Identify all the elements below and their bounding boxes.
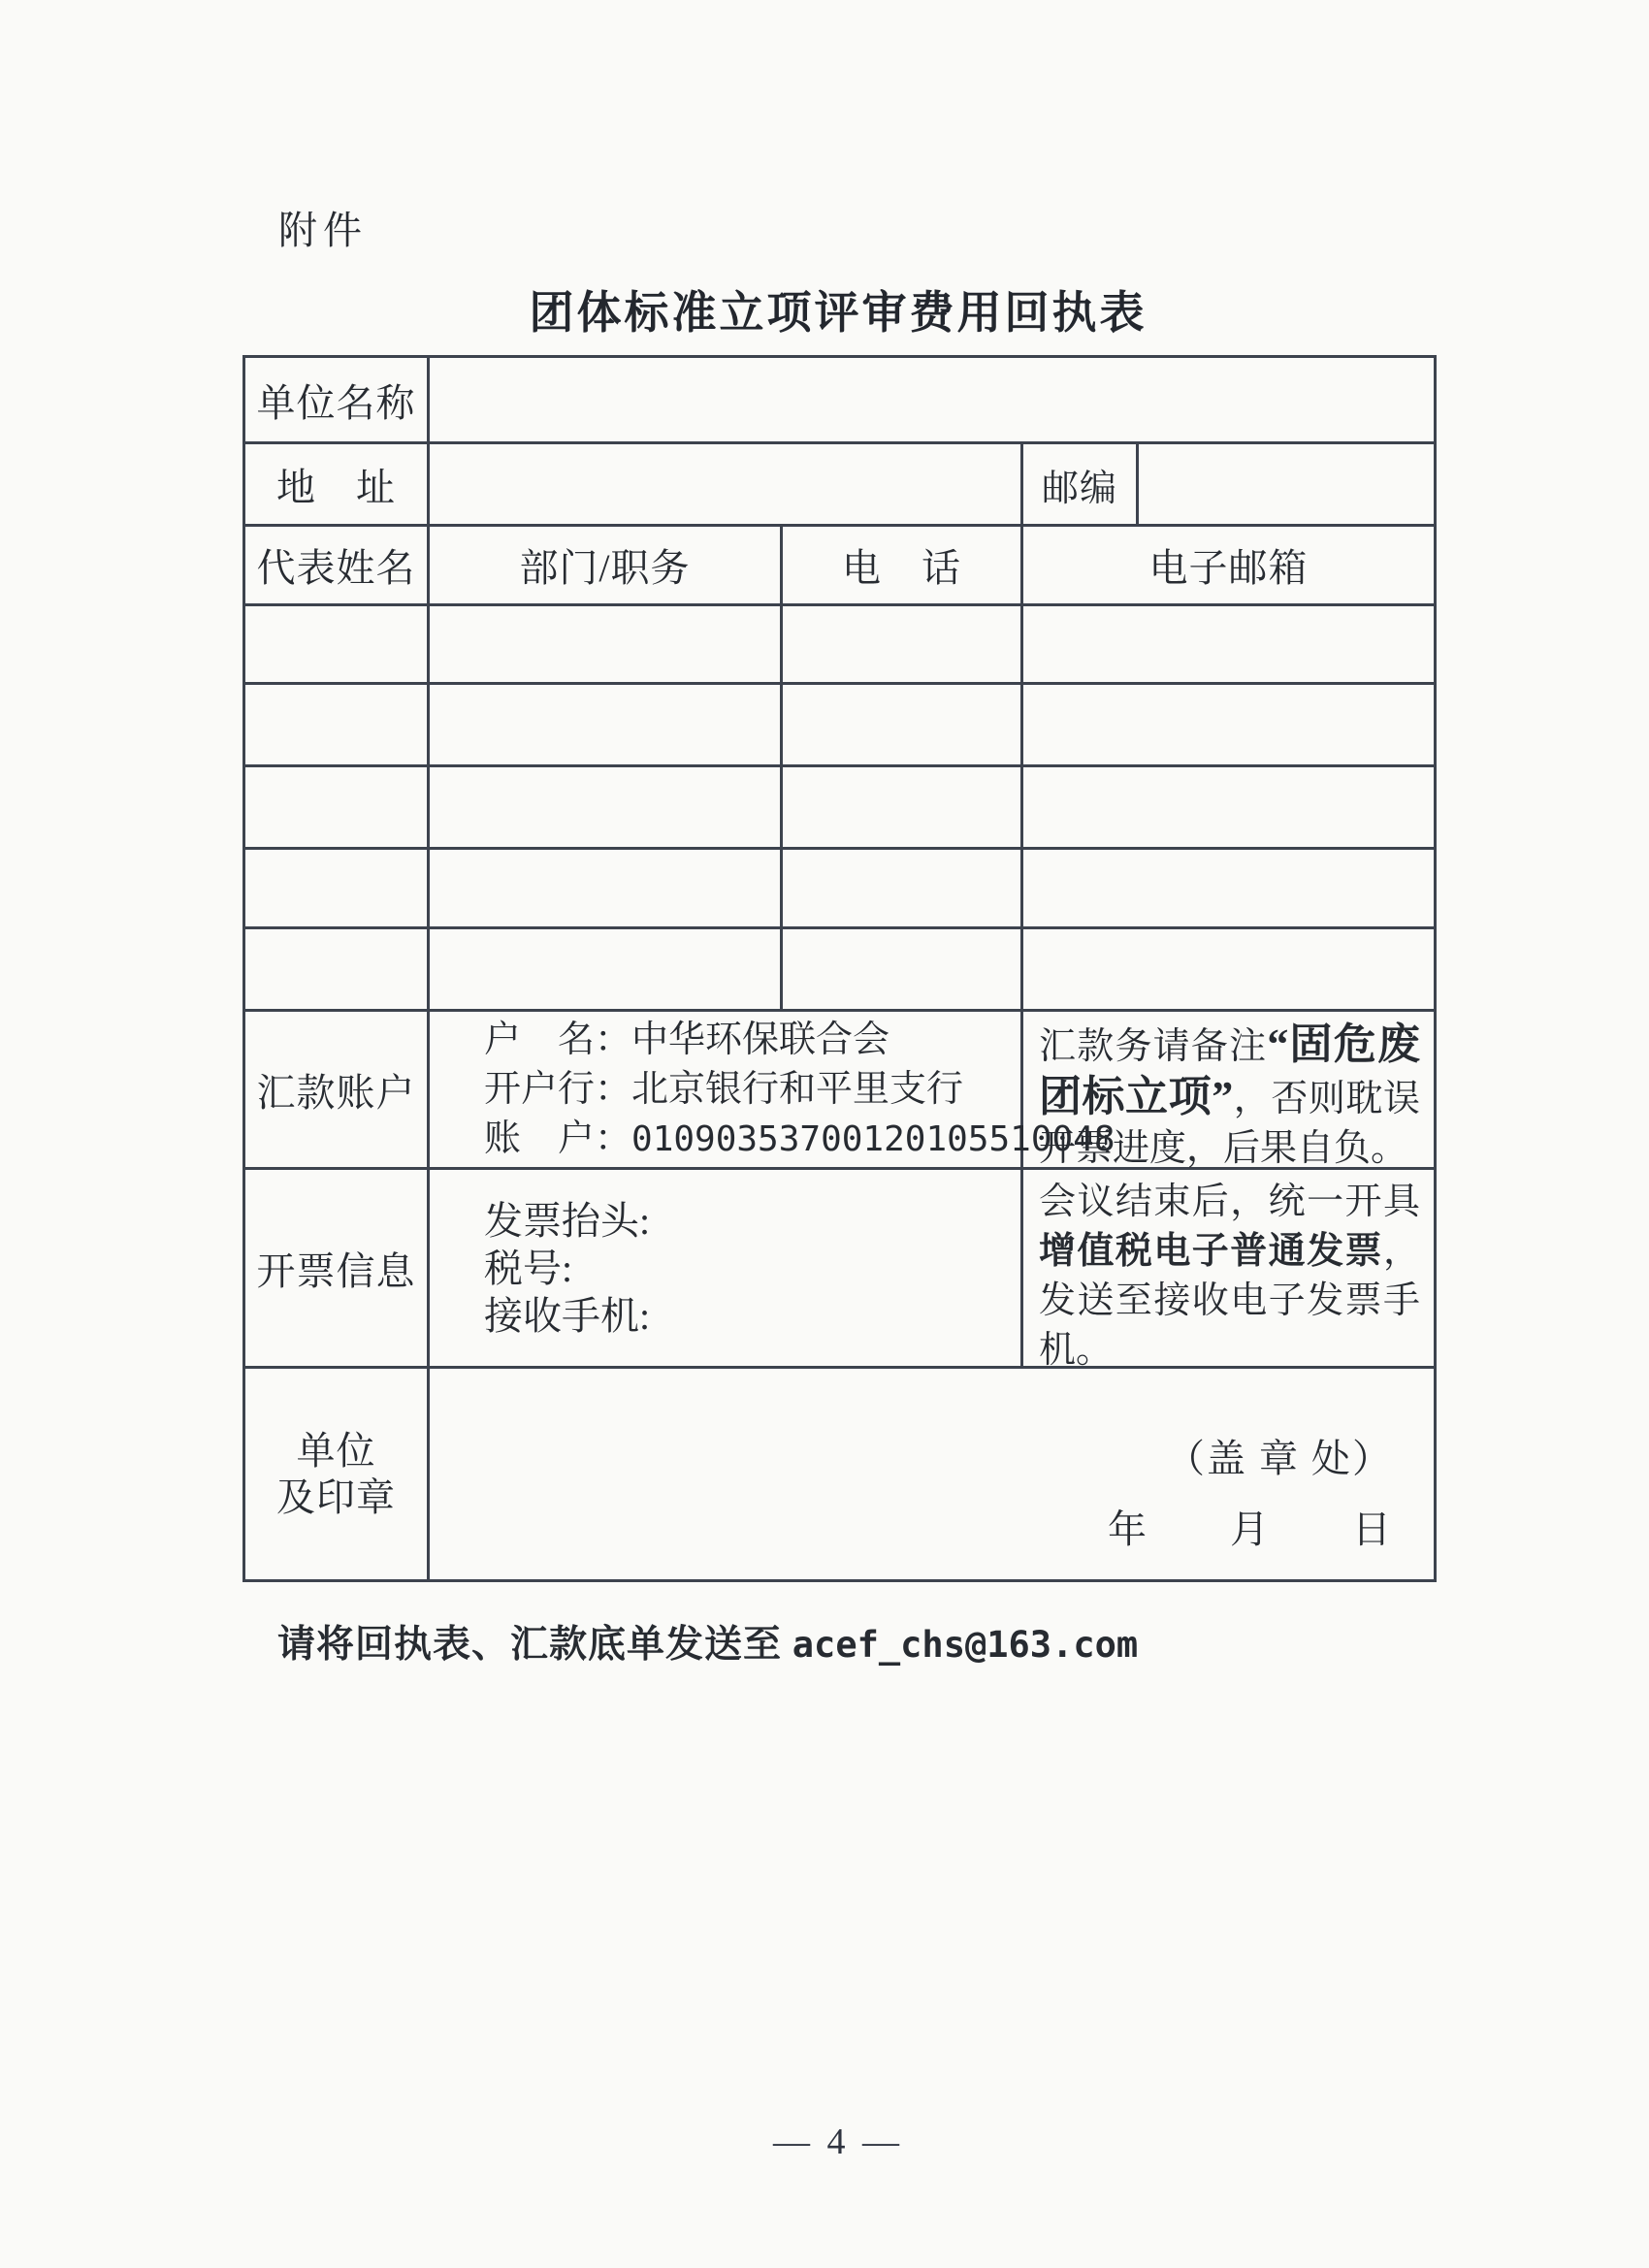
attachment-label: 附件 xyxy=(278,209,368,252)
remittance-details-cell xyxy=(430,1012,1116,1170)
rep-header-email: 电子邮箱 xyxy=(1023,527,1437,606)
address-value-cell xyxy=(430,444,1023,527)
account-name-label: 户 名： xyxy=(484,1019,632,1060)
rep-empty-cell xyxy=(783,929,1023,1012)
invoice-details-cell xyxy=(430,1170,1023,1369)
remittance-note-suffix: ，否则耽误开票进度，后果自负。 xyxy=(1039,1079,1420,1169)
account-name-line xyxy=(484,1016,889,1065)
rep-empty-cell xyxy=(1023,929,1437,1012)
rep-empty-cell xyxy=(430,767,783,850)
account-number-label: 账 户： xyxy=(484,1118,632,1159)
remittance-note-cell xyxy=(1023,1012,1437,1170)
rep-empty-cell xyxy=(245,767,430,850)
postcode-label: 邮编 xyxy=(1023,444,1139,527)
receipt-form-table xyxy=(242,355,1437,1582)
rep-empty-cell xyxy=(245,929,430,1012)
rep-empty-cell xyxy=(430,850,783,929)
rep-empty-cell xyxy=(245,850,430,929)
invoice-note-prefix: 会议结束后，统一开具 xyxy=(1039,1182,1420,1222)
account-number-line xyxy=(484,1115,1116,1164)
unit-name-label: 单位名称 xyxy=(245,358,430,444)
seal-place-text: （盖 章 处） xyxy=(1166,1437,1393,1480)
bank-line xyxy=(484,1065,963,1115)
rep-empty-cell xyxy=(430,685,783,767)
rep-empty-cell xyxy=(783,767,1023,850)
seal-label-line2: 及印章 xyxy=(276,1474,396,1519)
seal-area-cell xyxy=(430,1369,1437,1582)
rep-empty-cell xyxy=(245,606,430,685)
postcode-value-cell xyxy=(1139,444,1437,527)
rep-empty-cell xyxy=(245,685,430,767)
bank-label: 开户行： xyxy=(484,1068,632,1110)
invoice-note-bold: 增值税电子普通发票 xyxy=(1039,1231,1383,1272)
seal-date-line: 年 月 日 xyxy=(1108,1507,1393,1551)
rep-empty-cell xyxy=(783,606,1023,685)
invoice-taxno-line: 税号: xyxy=(484,1246,573,1290)
invoice-note-cell xyxy=(1023,1170,1437,1369)
remittance-note-quote-close: ” xyxy=(1212,1073,1234,1120)
remittance-note-quote-open: “ xyxy=(1267,1021,1289,1068)
invoice-phone-line: 接收手机: xyxy=(484,1293,651,1338)
rep-empty-cell xyxy=(1023,767,1437,850)
rep-header-phone: 电 话 xyxy=(783,527,1023,606)
invoice-label: 开票信息 xyxy=(245,1170,430,1369)
footer-note-text: 请将回执表、汇款底单发送至 xyxy=(277,1624,792,1666)
rep-empty-cell xyxy=(1023,850,1437,929)
remittance-note-prefix: 汇款务请备注 xyxy=(1039,1026,1268,1067)
remittance-label: 汇款账户 xyxy=(245,1012,430,1170)
rep-header-dept: 部门/职务 xyxy=(430,527,783,606)
rep-empty-cell xyxy=(430,929,783,1012)
unit-name-value-cell xyxy=(430,358,1437,444)
footer-note-email: acef_chs@163.com xyxy=(792,1624,1139,1666)
account-number-value: 01090353700120105510048 xyxy=(631,1118,1116,1159)
seal-label-line1: 单位 xyxy=(296,1428,376,1473)
address-label: 地 址 xyxy=(245,444,430,527)
bank-value: 北京银行和平里支行 xyxy=(631,1068,964,1110)
rep-empty-cell xyxy=(1023,685,1437,767)
seal-label xyxy=(245,1369,430,1582)
page-title: 团体标准立项评审费用回执表 xyxy=(529,288,1148,338)
account-name-value: 中华环保联合会 xyxy=(631,1019,890,1060)
invoice-title-line: 发票抬头: xyxy=(484,1198,651,1243)
remittance-note-bold: 固危废团标立项 xyxy=(1039,1021,1420,1120)
footer-note xyxy=(277,1614,1138,1669)
invoice-note-suffix: ，发送至接收电子发票手机。 xyxy=(1039,1231,1420,1371)
rep-empty-cell xyxy=(1023,606,1437,685)
rep-empty-cell xyxy=(430,606,783,685)
rep-header-name: 代表姓名 xyxy=(245,527,430,606)
rep-empty-cell xyxy=(783,685,1023,767)
page-number: — 4 — xyxy=(773,2122,903,2162)
rep-empty-cell xyxy=(783,850,1023,929)
